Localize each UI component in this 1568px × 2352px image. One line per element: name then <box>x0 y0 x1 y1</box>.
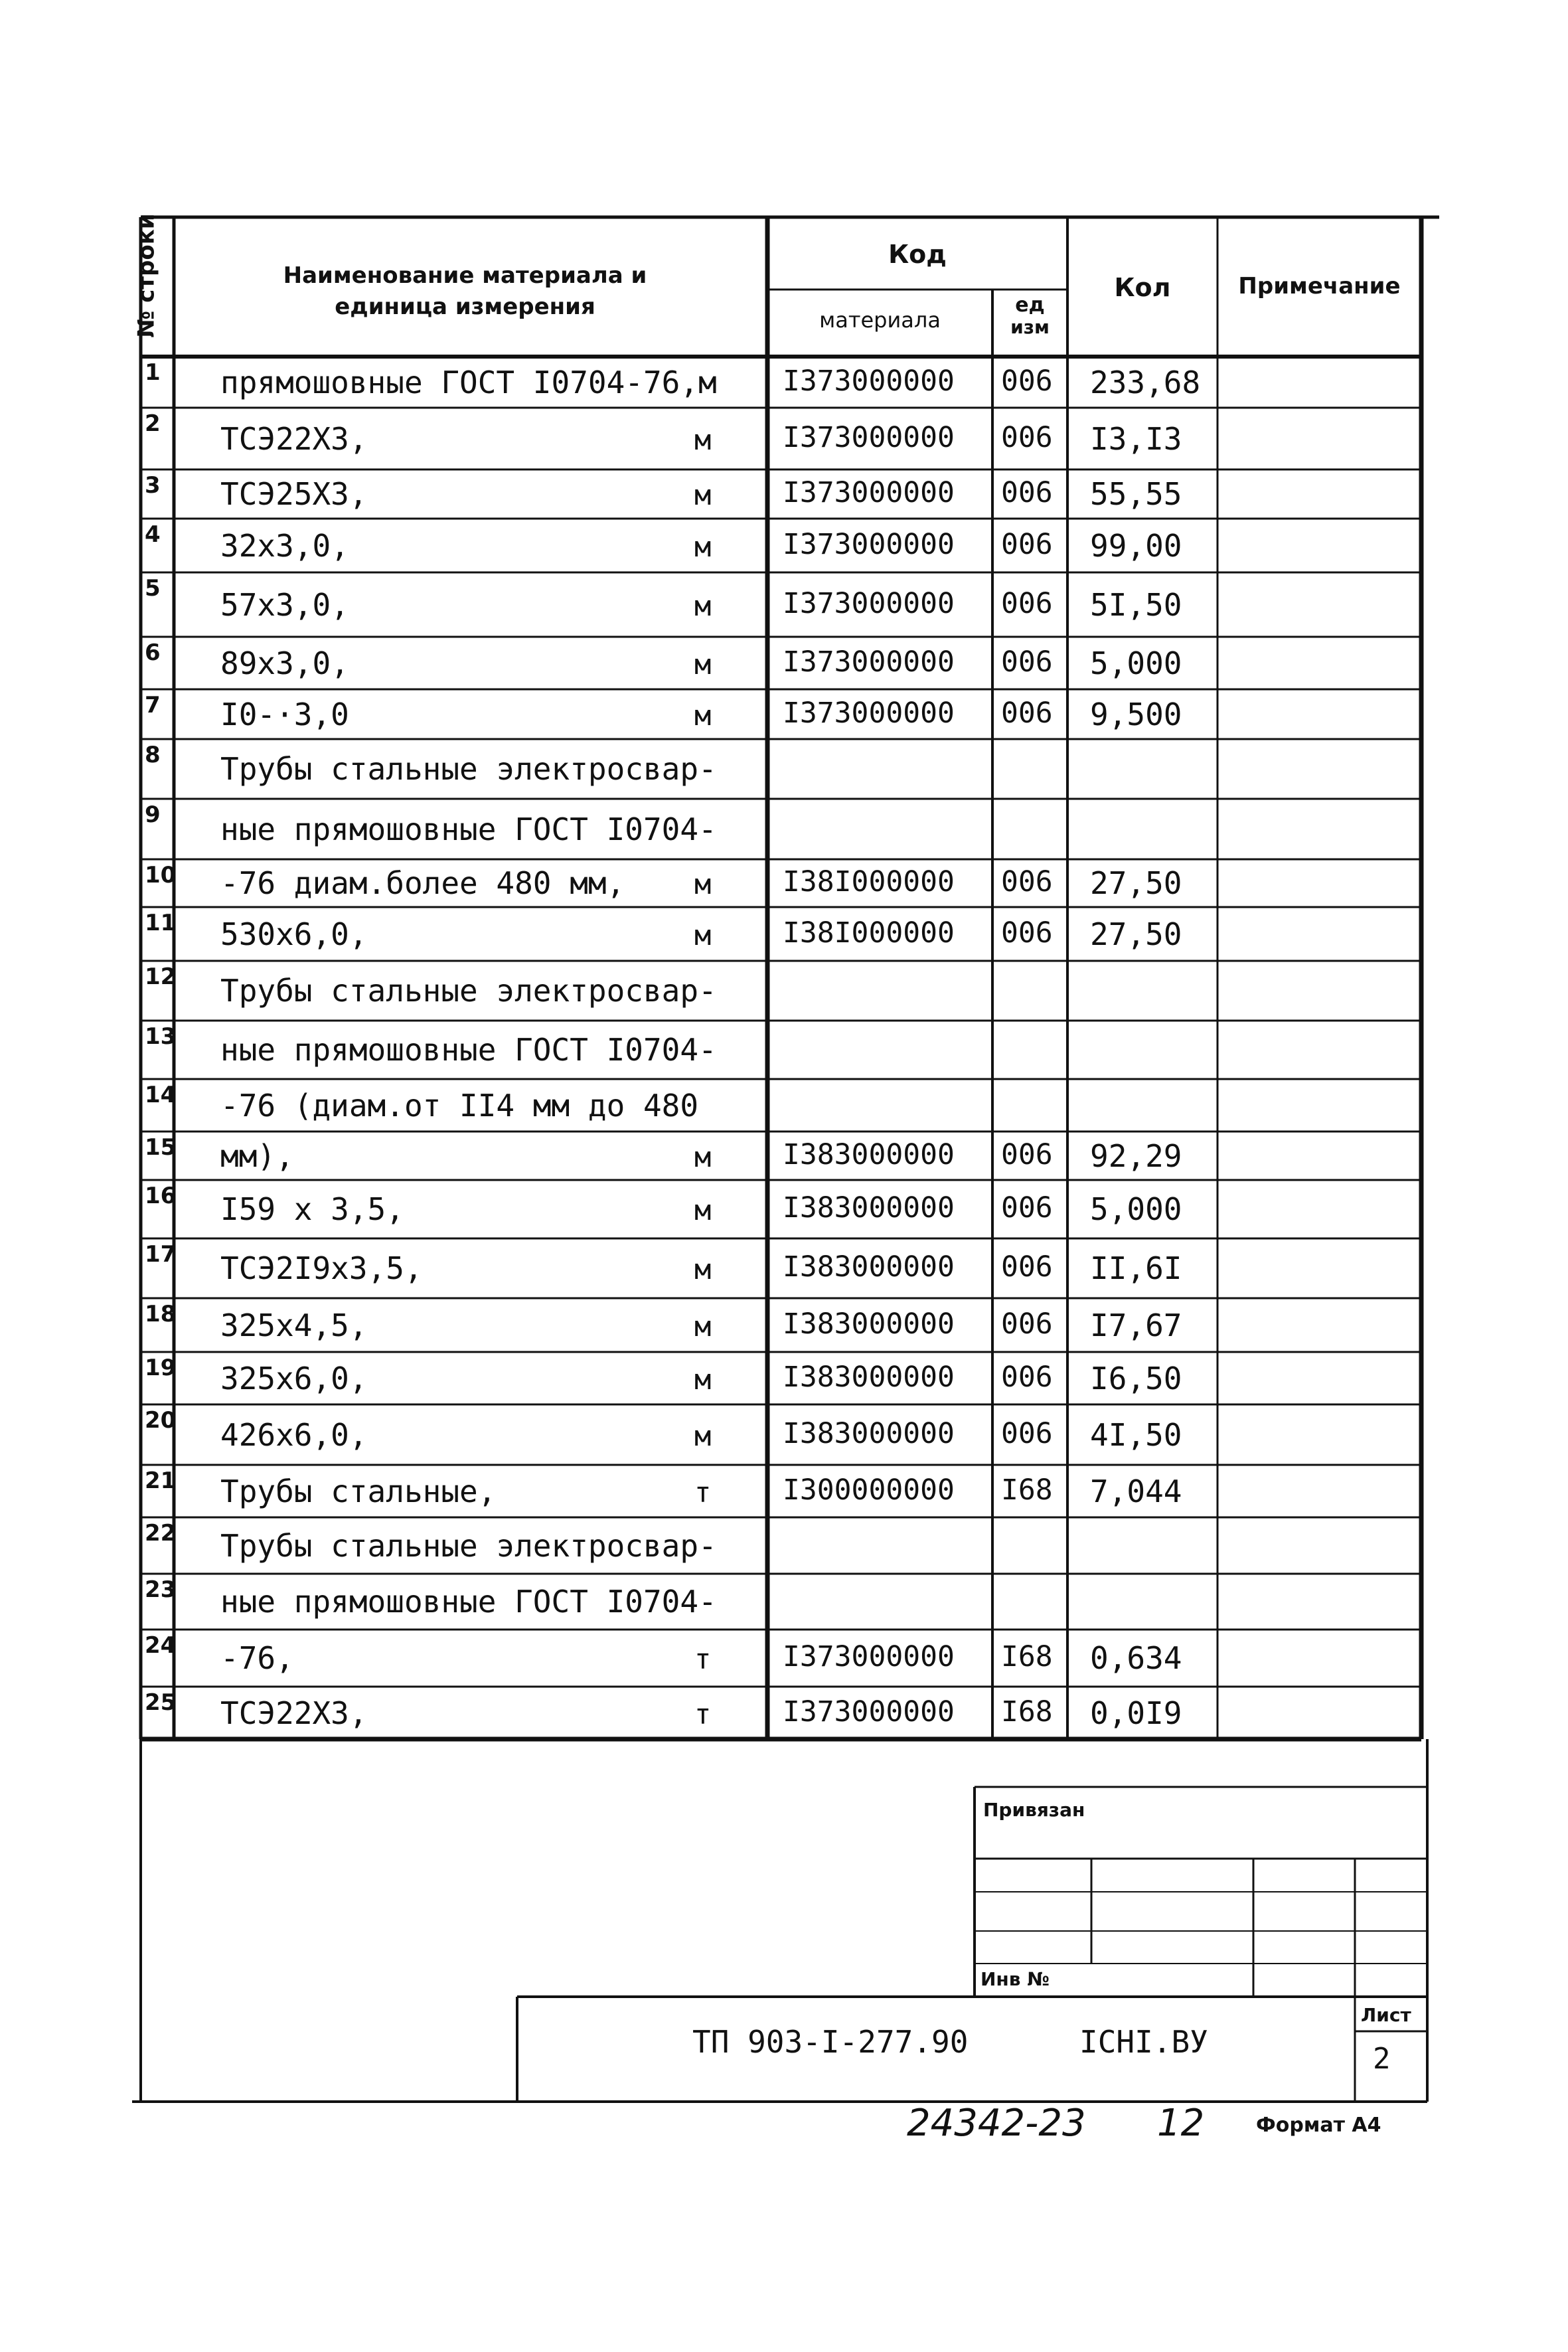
unit-of-measure: м <box>694 1194 712 1226</box>
material-name: 325х6,0, <box>220 1361 368 1396</box>
unit-code: 006 <box>1001 865 1053 898</box>
unit-of-measure: м <box>694 1141 712 1173</box>
quantity: 9,500 <box>1090 697 1182 732</box>
sheet-label: Лист <box>1361 2004 1411 2026</box>
row-number: 12 <box>145 964 177 990</box>
quantity: 27,50 <box>1090 916 1182 952</box>
unit-of-measure: м <box>694 424 712 456</box>
unit-code: 006 <box>1001 587 1053 620</box>
row-number: 11 <box>145 910 177 936</box>
unit-of-measure: м <box>694 699 712 732</box>
unit-code: 006 <box>1001 1307 1053 1341</box>
material-name: 57х3,0, <box>220 587 349 623</box>
unit-code: 006 <box>1001 1250 1053 1284</box>
unit-code: 006 <box>1001 1417 1053 1450</box>
document-code: ТП 903-I-277.90 <box>692 2024 969 2060</box>
material-name: -76, <box>220 1640 294 1676</box>
material-code: I373000000 <box>783 421 955 454</box>
unit-code: 006 <box>1001 1361 1053 1394</box>
material-name: 325х4,5, <box>220 1307 368 1343</box>
material-name: Трубы стальные электросвар- <box>220 973 717 1009</box>
material-code: I373000000 <box>783 1640 955 1673</box>
material-name: ТСЭ2I9х3,5, <box>220 1250 423 1286</box>
handwritten-registration: 24342-23 <box>907 2102 1086 2145</box>
row-number: 23 <box>145 1576 177 1603</box>
row-number: 16 <box>145 1183 177 1209</box>
code-header: Код <box>888 240 947 269</box>
material-code: I373000000 <box>783 476 955 509</box>
quantity: 7,044 <box>1090 1473 1182 1509</box>
unit-of-measure: т <box>694 1643 712 1675</box>
unit-code: 006 <box>1001 365 1053 398</box>
row-number: 18 <box>145 1301 177 1327</box>
material-name: мм), <box>220 1138 294 1174</box>
material-code: I38I000000 <box>783 916 955 950</box>
material-name: Трубы стальные, <box>220 1473 497 1509</box>
material-name: I0-·3,0 <box>220 697 349 732</box>
row-number: 7 <box>145 692 161 718</box>
quantity: 0,634 <box>1090 1640 1182 1676</box>
document-mark: ICHI.ВУ <box>1079 2024 1208 2060</box>
quantity: 55,55 <box>1090 476 1182 512</box>
material-code: I373000000 <box>783 697 955 730</box>
material-code: I383000000 <box>783 1361 955 1394</box>
unit-code: 006 <box>1001 697 1053 730</box>
row-number: 1 <box>145 359 161 386</box>
unit-header-line1: ед <box>1015 294 1045 317</box>
material-code: I373000000 <box>783 587 955 620</box>
material-code: I373000000 <box>783 645 955 679</box>
material-name: -76 диам.более 480 мм, <box>220 865 625 901</box>
material-name: ТСЭ25Х3, <box>220 476 368 512</box>
material-name: Трубы стальные электросвар- <box>220 1528 717 1564</box>
row-number: 24 <box>145 1632 177 1659</box>
unit-code: 006 <box>1001 1191 1053 1224</box>
unit-of-measure: м <box>694 531 712 563</box>
unit-code: I68 <box>1001 1640 1053 1673</box>
name-header-line2: единица измерения <box>335 294 595 320</box>
material-name: 426х6,0, <box>220 1417 368 1453</box>
row-number: 17 <box>145 1241 177 1268</box>
material-code: I373000000 <box>783 365 955 398</box>
material-code: I38I000000 <box>783 865 955 898</box>
row-number: 14 <box>145 1082 177 1108</box>
quantity: 4I,50 <box>1090 1417 1182 1453</box>
material-code: I383000000 <box>783 1307 955 1341</box>
row-number: 5 <box>145 575 161 602</box>
unit-of-measure: м <box>694 1310 712 1343</box>
unit-of-measure: м <box>694 479 712 511</box>
quantity: 5,000 <box>1090 645 1182 681</box>
unit-header-line2: изм <box>1010 316 1050 338</box>
material-header: материала <box>819 307 941 333</box>
quantity: 0,0I9 <box>1090 1695 1182 1731</box>
unit-of-measure: м <box>694 919 712 952</box>
unit-of-measure: м <box>694 868 712 900</box>
material-name: 32х3,0, <box>220 528 349 564</box>
material-name: ные прямошовные ГОСТ I0704- <box>220 811 717 847</box>
quantity: 92,29 <box>1090 1138 1182 1174</box>
unit-of-measure: т <box>694 1476 712 1509</box>
unit-of-measure: м <box>694 590 712 622</box>
row-number: 3 <box>145 472 161 499</box>
handwritten-page: 12 <box>1157 2102 1205 2145</box>
row-number: 13 <box>145 1023 177 1050</box>
row-number: 19 <box>145 1355 177 1381</box>
row-number: 22 <box>145 1520 177 1547</box>
unit-code: 006 <box>1001 421 1053 454</box>
material-code: I373000000 <box>783 528 955 561</box>
unit-code: 006 <box>1001 1138 1053 1171</box>
qty-header: Кол <box>1114 273 1171 302</box>
material-name: ные прямошовные ГОСТ I0704- <box>220 1032 717 1068</box>
quantity: I6,50 <box>1090 1361 1182 1396</box>
material-code: I383000000 <box>783 1250 955 1284</box>
material-name: I59 х 3,5, <box>220 1191 404 1227</box>
material-code: I383000000 <box>783 1417 955 1450</box>
unit-code: 006 <box>1001 528 1053 561</box>
unit-code: I68 <box>1001 1695 1053 1728</box>
row-number: 21 <box>145 1468 177 1494</box>
unit-of-measure: м <box>694 1363 712 1396</box>
row-number: 25 <box>145 1689 177 1716</box>
material-code: I300000000 <box>783 1473 955 1507</box>
quantity: 99,00 <box>1090 528 1182 564</box>
material-name: прямошовные ГОСТ I0704-76,м <box>220 365 717 400</box>
row-number: 15 <box>145 1134 177 1161</box>
quantity: 233,68 <box>1090 365 1201 400</box>
unit-code: 006 <box>1001 916 1053 950</box>
row-number: 6 <box>145 639 161 666</box>
quantity: 5,000 <box>1090 1191 1182 1227</box>
material-name: Трубы стальные электросвар- <box>220 751 717 787</box>
unit-code: 006 <box>1001 645 1053 679</box>
row-number: 10 <box>145 862 177 888</box>
unit-of-measure: т <box>694 1698 712 1730</box>
material-code: I373000000 <box>783 1695 955 1728</box>
material-name: 530х6,0, <box>220 916 368 952</box>
material-name: ные прямошовные ГОСТ I0704- <box>220 1584 717 1620</box>
quantity: 27,50 <box>1090 865 1182 901</box>
format-label: Формат А4 <box>1256 2114 1381 2137</box>
name-header-line1: Наименование материала и <box>283 262 647 289</box>
unit-code: 006 <box>1001 476 1053 509</box>
rownum-header: № строки <box>133 213 160 338</box>
row-number: 20 <box>145 1407 177 1434</box>
privyazan-label: Привязан <box>983 1799 1085 1821</box>
material-name: ТСЭ22Х3, <box>220 1695 368 1731</box>
quantity: 5I,50 <box>1090 587 1182 623</box>
material-name: ТСЭ22Х3, <box>220 421 368 457</box>
material-name: 89х3,0, <box>220 645 349 681</box>
unit-of-measure: м <box>694 1420 712 1452</box>
quantity: I3,I3 <box>1090 421 1182 457</box>
quantity: II,6I <box>1090 1250 1182 1286</box>
note-header: Примечание <box>1238 273 1401 299</box>
row-number: 4 <box>145 521 161 548</box>
material-code: I383000000 <box>783 1138 955 1171</box>
unit-code: I68 <box>1001 1473 1053 1507</box>
row-number: 9 <box>145 801 161 828</box>
unit-of-measure: м <box>694 648 712 681</box>
sheet-number: 2 <box>1373 2042 1391 2076</box>
inv-no-label: Инв № <box>980 1968 1050 1990</box>
row-number: 2 <box>145 410 161 437</box>
unit-of-measure: м <box>694 1253 712 1286</box>
row-number: 8 <box>145 742 161 768</box>
material-code: I383000000 <box>783 1191 955 1224</box>
quantity: I7,67 <box>1090 1307 1182 1343</box>
material-name: -76 (диам.от II4 мм до 480 <box>220 1088 699 1124</box>
